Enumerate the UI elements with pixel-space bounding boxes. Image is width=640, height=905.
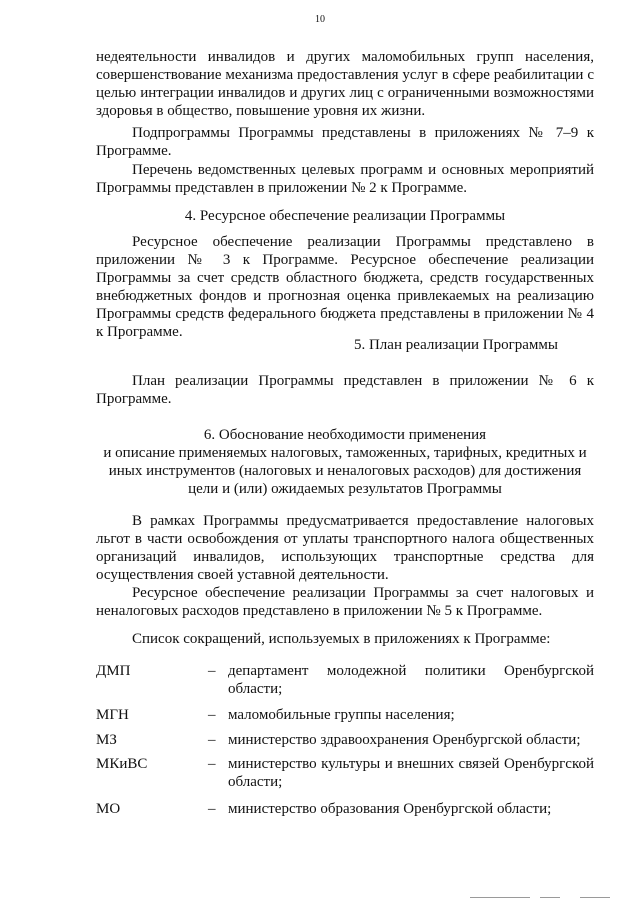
scan-artifact bbox=[540, 897, 560, 898]
abbreviation-dash: – bbox=[208, 801, 216, 817]
abbreviation-definition: министерство культуры и внешних связей Оренбургской области; bbox=[228, 756, 594, 790]
abbreviation-term: МГН bbox=[96, 707, 129, 723]
page-number: 10 bbox=[315, 14, 325, 25]
section-5-text: План реализации Программы представлен в приложении № 6 к Программе. bbox=[96, 373, 594, 407]
abbreviation-dash: – bbox=[208, 707, 216, 723]
abbreviation-term: МЗ bbox=[96, 732, 117, 748]
section-5-heading: 5. План реализации Программы bbox=[353, 337, 558, 353]
abbreviation-definition: министерство образования Оренбургской области; bbox=[228, 801, 552, 817]
scan-artifact bbox=[580, 897, 610, 898]
programs-list-paragraph: Перечень ведомственных целевых программ и основных мероприятий Программы представлен в приложении № 2 к Программе. bbox=[96, 162, 594, 196]
abbreviation-term: МКиВС bbox=[96, 756, 148, 772]
section-6-text-1: В рамках Программы предусматривается предоставление налоговых льгот в части освобождения от уплаты транспортного налога общественных организаций инвалидов, использующих транспортные средства для осуществления своей уставной деятельности. bbox=[96, 513, 594, 583]
section-6-heading-line1: 6. Обоснование необходимости применения bbox=[203, 427, 487, 443]
abbreviation-definition: маломобильные группы населения; bbox=[228, 707, 455, 723]
section-4-heading: 4. Ресурсное обеспечение реализации Программы bbox=[184, 208, 506, 224]
abbreviation-dash: – bbox=[208, 732, 216, 748]
abbreviation-term: МО bbox=[96, 801, 121, 817]
abbreviation-dash: – bbox=[208, 663, 216, 679]
section-4-text: Ресурсное обеспечение реализации Программы представлено в приложении № 3 к Программе. Ресурсное обеспечение реализации Программы за счет средств областного бюджета, средств государственных внебюджетных фондов и прогнозная оценка привлекаемых на реализацию Программы средств федерального бюджета представлены в приложении № 4 к Программе. bbox=[96, 234, 594, 340]
abbreviations-title: Список сокращений, используемых в приложениях к Программе: bbox=[132, 631, 551, 647]
subprograms-paragraph: Подпрограммы Программы представлены в приложениях № 7–9 к Программе. bbox=[96, 125, 594, 159]
abbreviation-definition: департамент молодежной политики Оренбургской области; bbox=[228, 663, 594, 697]
abbreviation-definition: министерство здравоохранения Оренбургской области; bbox=[228, 732, 581, 748]
abbreviation-term: ДМП bbox=[96, 663, 131, 679]
section-6-heading-line2: и описание применяемых налоговых, таможенных, тарифных, кредитных и иных инструментов (налоговых и неналоговых расходов) для достижения цели и (или) ожидаемых результатов Программы bbox=[103, 445, 587, 497]
scan-artifact bbox=[470, 897, 530, 898]
intro-paragraph: недеятельности инвалидов и других маломобильных групп населения, совершенствование механизма предоставления услуг в сфере реабилитации с целью интеграции инвалидов и других лиц с ограниченными возможностями здоровья в общество, повышение уровня их жизни. bbox=[96, 49, 594, 119]
section-6-text-2: Ресурсное обеспечение реализации Программы за счет налоговых и неналоговых расходов представлено в приложении № 5 к Программе. bbox=[96, 585, 594, 619]
abbreviation-dash: – bbox=[208, 756, 216, 772]
